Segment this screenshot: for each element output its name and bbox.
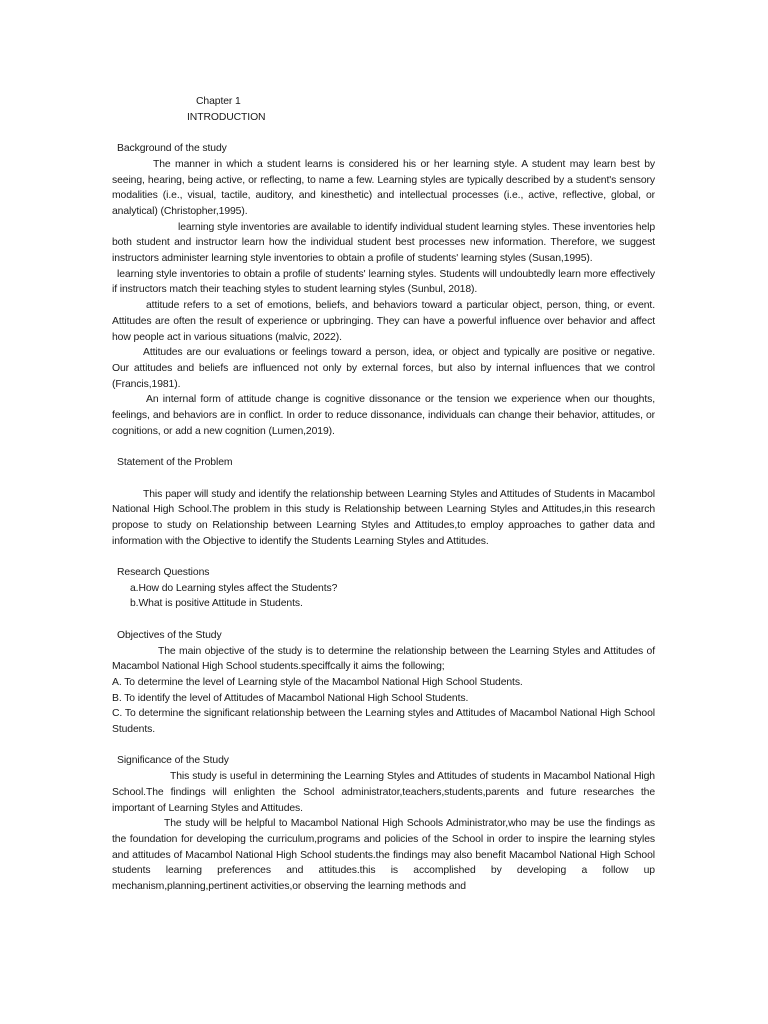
objective-item: C. To determine the significant relationship between the Learning styles and Attitudes of Macambol National High School Students.	[112, 708, 655, 736]
significance-paragraph: This study is useful in determining the Learning Styles and Attitudes of students in Macambol National High School.The findings will enlighten the School administrator,teachers,students,parents and future researches the important of Learning Styles and Attitudes.	[112, 771, 655, 814]
objective-item: B. To identify the level of Attitudes of Macambol National High School Students.	[112, 692, 469, 704]
background-paragraph: Attitudes are our evaluations or feelings toward a person, idea, or object and typically are positive or negative. Our attitudes and beliefs are influenced not only by external forces, but also by internal influences that we control (Francis,1981).	[112, 347, 655, 390]
objectives-heading: Objectives of the Study	[117, 629, 222, 641]
significance-paragraph: The study will be helpful to Macambol National High Schools Administrator,who may be use the findings as the foundation for developing the curriculum,programs and policies of the School in order to inspire the learning styles and attitudes of Macambol National High School students.the findings may also benefit Macambol National High School students learning preferences and attitudes.this is accomplished by developing a follow up mechanism,planning,pertinent activities,or observing the learning methods and	[112, 818, 655, 893]
background-heading: Background of the study	[117, 143, 227, 155]
research-question-item: b.What is positive Attitude in Students.	[130, 598, 303, 610]
background-paragraph: An internal form of attitude change is cognitive dissonance or the tension we experience when our thoughts, feelings, and behaviors are in conflict. In order to reduce dissonance, individuals can change their behavior, attitudes, or cognitions, or add a new cognition (Lumen,2019).	[112, 394, 655, 437]
chapter-number: Chapter 1	[196, 96, 241, 107]
objectives-intro: The main objective of the study is to determine the relationship between the Learning Styles and Attitudes of Macambol National High School students.speciffcally it aims the following;	[112, 645, 655, 673]
problem-paragraph: This paper will study and identify the relationship between Learning Styles and Attitudes of Students in Macambol National High School.The problem in this study is Relationship between Learning Styles and Attitudes,in this research propose to study on Relationship between Learning Styles and Attitudes,to employ approaches to gather data and information with the Objective to identify the Students Learning Styles and Attitudes.	[112, 488, 655, 547]
background-paragraph: attitude refers to a set of emotions, beliefs, and behaviors toward a particular object, person, thing, or event. Attitudes are often the result of experience or upbringing. They can have a powerful influence over behavior and affect how people act in various situations (malvic, 2022).	[112, 300, 655, 343]
chapter-title: INTRODUCTION	[187, 111, 266, 123]
objective-item: A. To determine the level of Learning style of the Macambol National High School Students.	[112, 676, 523, 688]
problem-heading: Statement of the Problem	[117, 457, 233, 469]
background-paragraph: learning style inventories are available to identify individual student learning styles. These inventories help both student and instructor learn how the individual student best processes new information. Therefore, we suggest instructors administer learning style inventories to obtain a profile of students' learning styles (Susan,1995).	[112, 221, 655, 265]
background-paragraph: learning style inventories to obtain a profile of students' learning styles. Students will undoubtedly learn more effectively if instructors match their teaching styles to student learning styles (Sunbul, 2018).	[112, 268, 655, 296]
research-question-item: a.How do Learning styles affect the Students?	[130, 582, 338, 594]
document-body	[112, 94, 655, 895]
significance-heading: Significance of the Study	[117, 755, 229, 767]
background-paragraph: The manner in which a student learns is considered his or her learning style. A student may learn best by seeing, hearing, being active, or reflecting, to name a few. Learning styles are typically described by a student's sensory modalities (i.e., visual, tactile, auditory, and kinesthetic) and intellectual processes (i.e., active, reflective, global, or analytical) (Christopher,1995).	[112, 158, 655, 217]
research-questions-heading: Research Questions	[117, 567, 210, 579]
